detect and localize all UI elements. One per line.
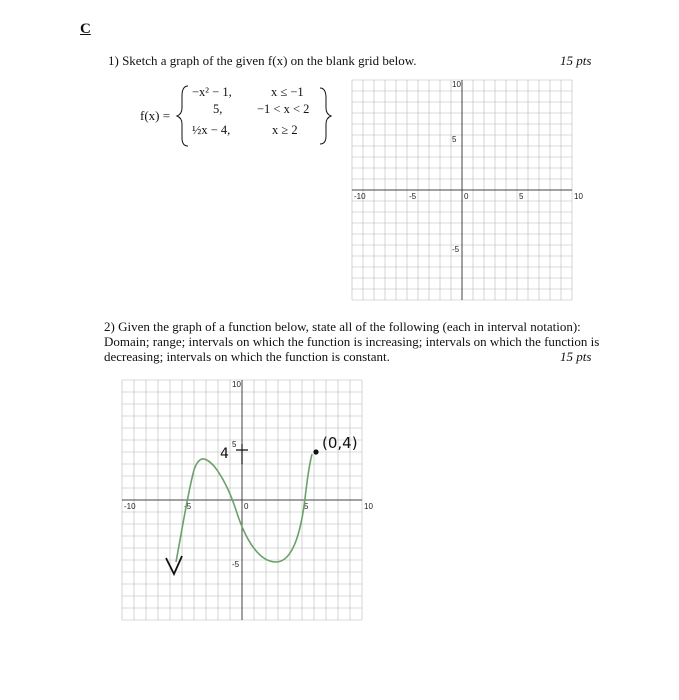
grid-1-ytick: 10 xyxy=(452,80,461,89)
point-label: (0,4) xyxy=(322,434,358,452)
height-label: 4 xyxy=(220,446,229,462)
grid-2-xtick: -5 xyxy=(184,502,192,511)
endpoint-dot xyxy=(313,449,318,454)
piece-3-expression: ½x − 4, xyxy=(192,123,231,137)
grid-2-ytick: 5 xyxy=(232,440,237,449)
grid-1-ytick: -5 xyxy=(452,245,460,254)
question-2-points: 15 pts xyxy=(560,349,592,364)
grid-2-xtick: 5 xyxy=(304,502,309,511)
grid-2-xtick: 0 xyxy=(244,502,249,511)
question-2-text: 2) Given the graph of a function below, state all of the following (each in interval notation): Domain; range; intervals on which the function is increasing; intervals on which the function is decreasing; intervals on which the function is constant. xyxy=(104,319,600,364)
arrowhead-icon xyxy=(166,556,182,574)
piece-1-condition: x ≤ −1 xyxy=(271,85,304,99)
piece-1-expression: −x² − 1, xyxy=(192,85,232,99)
grid-2-ytick: -5 xyxy=(232,560,240,569)
grid-1-xtick: 10 xyxy=(574,192,583,201)
section-letter: C xyxy=(80,21,91,37)
tick-mark xyxy=(236,444,248,464)
function-graph xyxy=(122,380,378,626)
grid-1-xtick: 0 xyxy=(464,192,469,201)
grid-2-ytick: 10 xyxy=(232,380,241,389)
piece-2-condition: −1 < x < 2 xyxy=(257,102,310,116)
piece-3-condition: x ≥ 2 xyxy=(272,123,298,137)
grid-1-xtick: -5 xyxy=(409,192,417,201)
grid-1-ytick: 5 xyxy=(452,135,457,144)
grid-2-xtick: -10 xyxy=(124,502,136,511)
piece-2-expression: 5, xyxy=(213,102,223,116)
question-1-text: 1) Sketch a graph of the given f(x) on the blank grid below. xyxy=(108,53,417,68)
grid-1-xtick: 5 xyxy=(519,192,524,201)
question-1-points: 15 pts xyxy=(560,53,592,68)
function-label: f(x) = xyxy=(140,108,171,123)
grid-1-xtick: -10 xyxy=(354,192,366,201)
grid-2-xtick: 10 xyxy=(364,502,373,511)
blank-grid xyxy=(352,80,583,302)
